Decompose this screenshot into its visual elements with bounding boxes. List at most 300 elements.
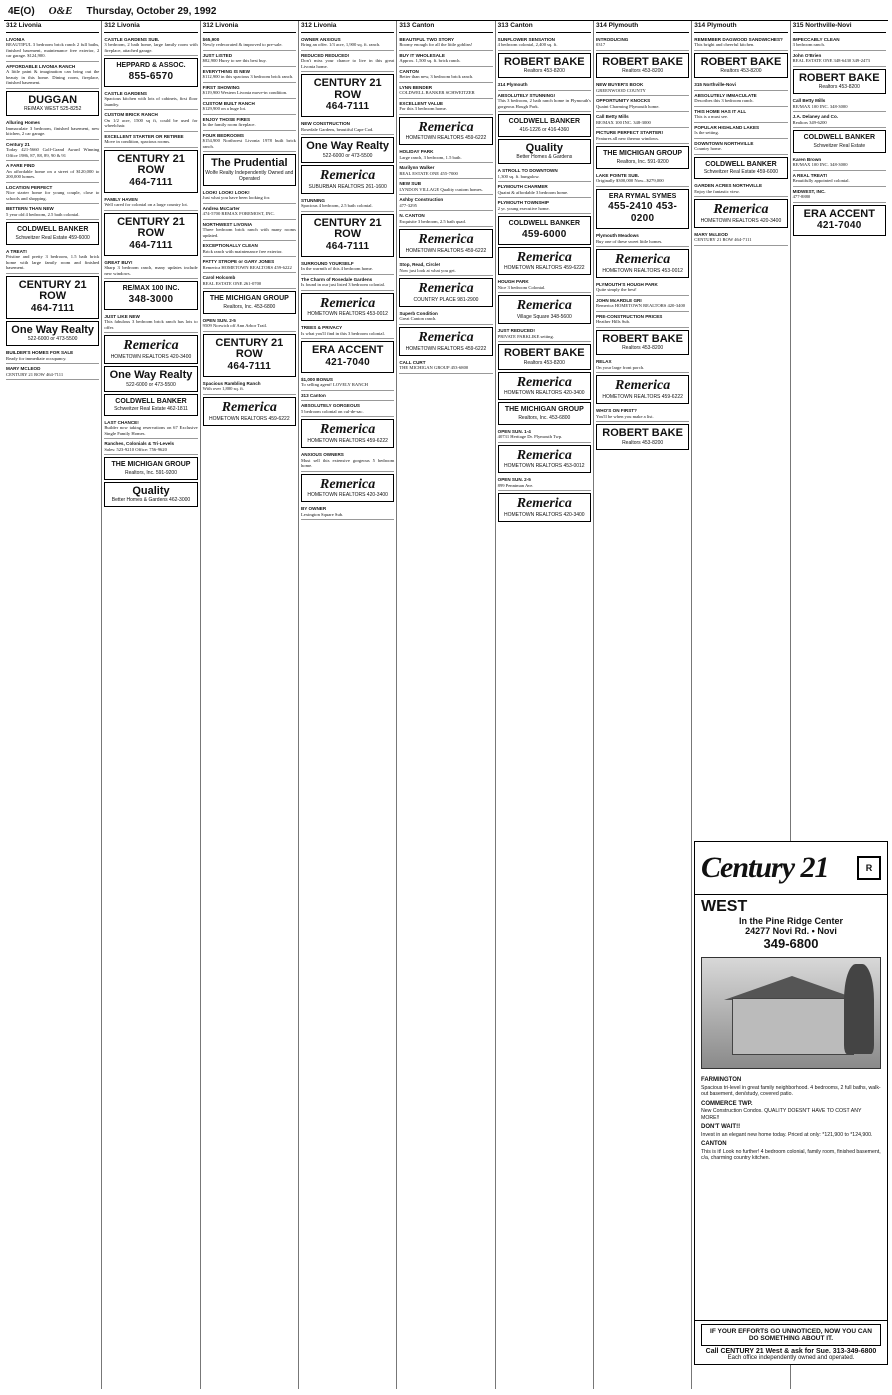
column-heading: 313 Canton (498, 21, 591, 33)
classified-column (594, 21, 692, 1389)
ad-body: 5 bedroom colonial on cul-de-sac. (300, 408, 364, 414)
broker-name: COLDWELL BANKER (508, 118, 581, 126)
ad-body: CENTURY 21 ROW 464-7111 (6, 371, 64, 377)
ad-body: 5 year old 4 bedroom, 2.5 bath colonial. (6, 211, 80, 217)
ad-body: You'll be when you make a list. (595, 413, 654, 419)
classified-ad (104, 132, 197, 148)
classified-ad (301, 119, 394, 135)
ad-body: Don't miss your chance to live in this great Livonia home. (300, 58, 395, 69)
broker-logo-block (104, 150, 197, 193)
classified-column (397, 21, 495, 1389)
ad-headline: CUSTOM BRICK RANCH (104, 112, 158, 118)
classified-ad (399, 260, 492, 276)
broker-logo-block (104, 281, 197, 309)
broker-logo-block (498, 139, 591, 165)
ad-body: Beautifully appointed colonial. (792, 178, 850, 184)
classified-ad (301, 35, 394, 51)
broker-contact: HOMETOWN REALTORS 459-6222 (405, 345, 487, 352)
ad-headline: ABSOLUTELY STUNNING! (497, 92, 556, 98)
ad-body: This fabulous 3 bedroom brick ranch has lots to offer. (104, 319, 198, 330)
broker-contact: RE/MAX WEST 525-8252 (23, 106, 82, 113)
column-heading: 312 Livonia (203, 21, 296, 33)
ad-body: To selling agent! LOVELY RANCH (300, 382, 368, 388)
classified-ad (203, 51, 296, 67)
classified-ad (596, 112, 689, 128)
classified-ad (203, 257, 296, 273)
column-heading: 314 Plymouth (596, 21, 689, 33)
broker-contact: Village Square 348-5600 (516, 314, 572, 321)
broker-logo-block (203, 291, 296, 313)
listing-body: Invest in an elegant new home today. Priced at only: *121,900 to *124,900. (701, 1131, 873, 1138)
ad-body: $119,900 Western Livonia move-in condition. (202, 90, 288, 96)
classified-ad (596, 128, 689, 144)
classified-ad (793, 96, 886, 112)
tree-shape (844, 964, 874, 1054)
classified-ad (498, 35, 591, 51)
ad-headline: BETTERN THAN NEW (6, 206, 54, 212)
ad-headline: JUST REDUCED! (497, 328, 535, 334)
ad-body: Quaint & affordable 3 bedroom home. (497, 189, 569, 195)
classified-ad (6, 118, 99, 140)
classified-ad (596, 35, 689, 51)
classified-ad (793, 187, 886, 203)
ad-headline: OPEN SUN. 2-5 (497, 477, 531, 483)
classified-ad (399, 147, 492, 163)
broker-logo-block (104, 213, 197, 256)
classified-ad (399, 309, 492, 325)
broker-logo-block (104, 457, 197, 479)
broker-contact: HOMETOWN REALTORS 420-3400 (110, 353, 192, 360)
broker-contact: HOMETOWN REALTORS 459-6222 (405, 135, 487, 142)
ad-headline: POPULAR HIGHLAND LAKES (694, 124, 760, 130)
broker-name: The Prudential (211, 157, 288, 170)
broker-logo-block (694, 53, 787, 79)
listing-title: CANTON (701, 1141, 727, 1147)
ad-body: Rosedale Gardens, beautiful Cape Cod. (300, 126, 374, 132)
classified-ad (301, 196, 394, 212)
issue-date: Thursday, October 29, 1992 (86, 6, 217, 17)
column-heading: 312 Livonia (104, 21, 197, 33)
ad-headline: BEAUTIFUL TWO STORY (399, 36, 455, 42)
classified-ad (498, 427, 591, 443)
broker-contact: Better Homes & Gardens 462-3000 (111, 497, 191, 504)
ad-headline: AFFORDABLE LIVONIA RANCH (6, 63, 76, 69)
ad-headline: MARY McLEOD (694, 231, 728, 237)
ad-body: Builder now taking reservations on 67 Exclusive Single Family Homes. (104, 425, 198, 436)
broker-name: COLDWELL BANKER (508, 220, 581, 228)
ad-headline: REDUCED REDUCED! (300, 52, 350, 58)
classified-ad (399, 195, 492, 211)
ad-headline: ENJOY THOSE FIRES (202, 116, 251, 122)
classified-ad (793, 35, 886, 51)
broker-name: Remerica (516, 447, 572, 463)
ad-headline: EXCELLENT STARTER OR RETIREE (104, 133, 184, 139)
classified-ad (498, 166, 591, 182)
ad-headline: OPEN SUN. 2-5 (202, 317, 236, 323)
classified-ad (498, 475, 591, 491)
ad-headline: Call Betty Mills (595, 114, 629, 120)
classified-ad (694, 80, 787, 91)
ad-body: For this 3 bedroom home. (399, 106, 447, 112)
classified-column (201, 21, 299, 1389)
ad-headline: Andrea McCarter (202, 205, 240, 211)
ad-headline: Ranches, Colonials & Tri-Levels (104, 441, 175, 447)
broker-contact: 464-7111 (30, 302, 75, 314)
broker-contact: HOMETOWN REALTORS 420-3400 (700, 217, 782, 224)
ad-body: On your large front porch. (595, 364, 645, 370)
ad-headline: LOCATION PERFECT (6, 184, 53, 190)
broker-name: Remerica (320, 167, 376, 183)
broker-logo-block (498, 295, 591, 324)
ad-headline: Century 21 (6, 141, 30, 147)
broker-name: Remerica (516, 496, 572, 512)
ad-body: Just what you have been looking for. (202, 195, 271, 201)
ad-body: Now just look at what you get. (399, 267, 456, 273)
classified-ad (498, 182, 591, 198)
ad-headline: 315 Northville-Novi (694, 82, 736, 88)
broker-name: ERA RYMAL SYMES (608, 192, 677, 200)
ad-headline: EXCEPTIONALLY CLEAN (202, 243, 258, 249)
ad-body: Heather Hills Sub. (595, 319, 631, 325)
ad-body: Today 421-5660 Golf-Grand Award Winning Office 1986, 87, 88, 89, 90 & 91 (6, 147, 100, 158)
ad-headline: Stop, Read, Circle! (399, 262, 441, 268)
classified-ad (203, 241, 296, 257)
ad-body: 0317 (595, 42, 606, 48)
column-heading: 314 Plymouth (694, 21, 787, 33)
broker-name: Remerica (418, 281, 474, 297)
broker-logo-block (301, 341, 394, 373)
classified-ad (6, 183, 99, 205)
classified-ad (399, 179, 492, 195)
section-code: 4E(O) (8, 6, 35, 17)
classified-ad (203, 99, 296, 115)
ad-headline: ABSOLUTELY IMMACULATE (694, 92, 757, 98)
ad-headline: Ashby Construction (399, 197, 444, 203)
classified-ad (498, 277, 591, 293)
broker-contact: 522-6000 or 473-5500 (322, 152, 373, 159)
ad-body: Ready for immediate occupancy. (6, 355, 67, 361)
broker-name: ROBERT BAKE (503, 55, 585, 68)
classified-ad (203, 204, 296, 220)
broker-logo-block (498, 493, 591, 522)
broker-name: One Way Realty (306, 140, 390, 153)
ad-body: In the family room fireplace. (202, 122, 256, 128)
classified-ad (6, 348, 99, 364)
broker-contact: Schweitzer Real Estate 459-6000 (15, 234, 90, 241)
broker-logo-block (6, 91, 99, 117)
broker-name: Remerica (418, 329, 474, 345)
ad-headline: PRE-CONSTRUCTION PRICES (595, 313, 663, 319)
broker-name: Remerica (320, 422, 376, 438)
broker-logo-block (793, 205, 886, 237)
broker-contact: 464-7111 (325, 101, 370, 113)
ad-body: Spacious kitchen with lots of cabinets, first floor laundry. (104, 96, 198, 107)
classified-ad (104, 195, 197, 211)
broker-name: Quality (525, 141, 563, 154)
broker-name: ROBERT BAKE (798, 71, 880, 84)
broker-name: Quality (132, 484, 170, 497)
house-roof-shape (724, 976, 860, 1000)
classified-ad (399, 163, 492, 179)
broker-logo-block (301, 214, 394, 257)
classified-ad (793, 171, 886, 187)
ad-headline: PLYMOUTH'S HOUGH PARK (595, 281, 658, 287)
ad-headline: PATTY STROPE or GARY JONES (202, 259, 275, 265)
ad-headline: N. CANTON (399, 213, 425, 219)
ad-body: In the warmth of this 4 bedroom home. (300, 266, 373, 272)
ad-headline: INTRODUCING (595, 36, 629, 42)
broker-name: ROBERT BAKE (503, 347, 585, 360)
broker-logo-block (6, 321, 99, 347)
ad-body: Roomy enough for all the little goblins! (399, 42, 473, 48)
ad-headline: GARDEN ACRES NORTHVILLE (694, 183, 763, 189)
ad-headline: WHO'S ON FIRST? (595, 408, 637, 414)
broker-contact: HOMETOWN REALTORS 459-6222 (209, 415, 290, 422)
broker-name: CENTURY 21 ROW (313, 216, 382, 241)
broker-contact: 348-3000 (128, 293, 174, 305)
broker-contact: COUNTRY PLACE 981-2900 (413, 296, 479, 303)
classified-ad (6, 161, 99, 183)
broker-name: Remerica (615, 252, 671, 268)
ad-body: 3 bedroom ranch. (792, 42, 825, 48)
broker-contact: HOMETOWN REALTORS 459-6222 (405, 248, 487, 255)
ad-body: Nice 3 bedroom Colonial. (497, 284, 546, 290)
classified-ad (498, 198, 591, 214)
house-photo (701, 957, 881, 1069)
broker-name: CENTURY 21 ROW (313, 77, 382, 101)
ad-body: REAL ESTATE ONE 455-7000 (399, 170, 458, 176)
classified-ad (104, 35, 197, 57)
classified-ad (596, 280, 689, 296)
ad-headline: TREES & PRIVACY (300, 325, 343, 331)
broker-logo-block (104, 482, 197, 508)
broker-logo-block (498, 445, 591, 474)
ad-headline: Marilynn Walker (399, 165, 435, 171)
classified-ad (596, 231, 689, 247)
ad-headline: ANXIOUS OWNERS (300, 452, 344, 458)
broker-logo-block (498, 114, 591, 136)
ad-body: Great Canton ranch. (399, 316, 437, 322)
broker-contact: Schweitzer Real Estate (813, 142, 866, 149)
ad-body: 2 yr. young executive home. (497, 205, 550, 211)
broker-logo-block (104, 335, 197, 364)
broker-logo-block (399, 229, 492, 258)
ad-body: Approx. 1,500 sq. ft. brick ranch. (399, 58, 461, 64)
broker-contact: Schweitzer Real Estate 459-6000 (703, 169, 779, 176)
broker-logo-block (596, 424, 689, 450)
ad-headline: Superb Condition (399, 310, 438, 316)
broker-logo-block (498, 372, 591, 401)
column-heading: 315 Northville-Novi (793, 21, 886, 33)
ad-body: 474-5700 REMAX FOREMOST, INC. (202, 211, 275, 217)
classified-ad (203, 131, 296, 153)
ad-headline: Call Betty Mills (792, 98, 826, 104)
broker-contact: 464-7111 (227, 360, 272, 372)
classified-ad (694, 91, 787, 107)
broker-contact: 416-1226 or 416-4360 (519, 126, 570, 133)
ad-body: Exquisite 3 bedroom, 2.5 bath quad. (399, 218, 466, 224)
ad-headline: J.A. Delaney and Co. (792, 114, 839, 120)
ad-headline: 314 Plymouth (497, 82, 528, 88)
broker-contact: Realtors, Inc. 591-9200 (616, 158, 669, 165)
broker-contact: 522-6000 or 473-5500 (126, 381, 176, 388)
ad-body: Move in condition, spacious rooms. (104, 139, 171, 145)
ad-headline: FAMILY HAVEN (104, 196, 138, 202)
broker-name: COLDWELL BANKER (115, 397, 187, 405)
broker-contact: HOMETOWN REALTORS 420-3400 (504, 512, 585, 519)
ad-headline: NEW BUYER'S BOOK (595, 82, 644, 88)
broker-contact: HOMETOWN REALTORS 459-6222 (307, 438, 388, 445)
century21-listings (695, 1072, 887, 1164)
broker-name: Remerica (516, 374, 572, 390)
century21-ad-header (695, 842, 887, 895)
ad-body: Describes this 3 bedroom ranch. (694, 98, 754, 104)
listing-title: COMMERCE TWP. (701, 1100, 753, 1107)
ad-headline: CASTLE GARDENS (104, 90, 147, 96)
ad-headline: GREAT BUY! (104, 259, 133, 265)
realtor-mark-icon: R (857, 856, 881, 880)
broker-logo-block (301, 137, 394, 163)
broker-name: Remerica (320, 476, 376, 492)
broker-contact: 421-7040 (325, 356, 370, 368)
broker-name: Remerica (713, 202, 769, 218)
broker-name: One Way Realty (109, 368, 193, 381)
classified-ad (301, 323, 394, 339)
ad-body: THE MICHIGAN GROUP 453-6800 (399, 365, 469, 371)
classified-ad (301, 391, 394, 402)
classified-ad (694, 123, 787, 139)
century21-office-info (695, 895, 887, 954)
broker-contact: SUBURBAN REALTORS 261-1600 (308, 183, 387, 190)
ad-headline: A FARE FIND (6, 163, 35, 169)
listing-title: FARMINGTON (701, 1077, 742, 1083)
ad-body: Is what you'll find in this 3 bedroom colonial. (300, 330, 385, 336)
century21-ad-footer (695, 1320, 887, 1364)
ad-headline: Spacious Rambling Ranch (202, 380, 261, 386)
ad-body: Better than new, 3 bedroom brick ranch. (399, 74, 474, 80)
broker-logo-block (104, 366, 197, 392)
footer-callout: IF YOUR EFFORTS GO UNNOTICED, NOW YOU CAN DO SOMETHING ABOUT IT. (701, 1324, 881, 1346)
broker-logo-block (596, 330, 689, 356)
broker-logo-block (498, 344, 591, 370)
broker-logo-block (6, 276, 99, 319)
classified-ad (793, 112, 886, 128)
ad-headline: PICTURE PERFECT STARTER! (595, 130, 664, 136)
classified-ad (104, 439, 197, 455)
broker-name: COLDWELL BANKER (16, 226, 89, 234)
classified-ad (6, 62, 99, 89)
ad-body: Brick ranch with maintenance free exterior. (202, 248, 283, 254)
ad-body: REAL ESTATE ONE 348-6430 349-2473 (792, 58, 870, 64)
ad-body: 899 Penniman Ave. (497, 482, 534, 488)
classified-ad (203, 316, 296, 332)
classified-ad (399, 358, 492, 374)
broker-name: CENTURY 21 ROW (117, 152, 185, 177)
broker-logo-block (301, 293, 394, 322)
classified-ad (301, 450, 394, 472)
broker-name: THE MICHIGAN GROUP (504, 406, 584, 414)
ad-body: 1,300 sq. ft. bungalow. (497, 173, 540, 179)
ad-headline: JUST LISTED (202, 52, 233, 58)
broker-logo-block (399, 117, 492, 146)
ad-headline: LYNN BENDER (399, 84, 433, 90)
classified-ad (203, 115, 296, 131)
broker-name: DUGGAN (28, 93, 78, 106)
broker-logo-block (399, 278, 492, 307)
ad-headline: OPPORTUNITY KNOCKS (595, 98, 651, 104)
broker-name: RE/MAX 100 INC. (122, 285, 180, 293)
broker-logo-block (498, 216, 591, 244)
classified-ad (203, 188, 296, 204)
masthead (4, 3, 888, 21)
ad-body: RE/MAX 100 INC. 348-3000 (595, 119, 651, 125)
broker-name: One Way Realty (11, 323, 95, 336)
ad-headline: NEW CONSTRUCTION (300, 121, 350, 127)
ad-headline: PLYMOUTH CHARMER (497, 184, 548, 190)
ad-headline: DOWNTOWN NORTHVILLE (694, 140, 754, 146)
ad-body: CENTURY 21 ROW 464-7111 (694, 237, 752, 243)
ad-headline: Carol Holcomb (202, 275, 236, 281)
broker-contact: HOMETOWN REALTORS 459-6222 (504, 265, 585, 272)
broker-logo-block (203, 334, 296, 377)
ad-body: With over 1,800 sq. ft. (202, 386, 244, 392)
ad-headline: EXCELLENT VALUE (399, 100, 444, 106)
ad-body: REAL ESTATE ONE 261-0700 (202, 280, 262, 286)
classified-ad (498, 91, 591, 113)
ad-body: RE/MAX 100 INC. 348-3000 (792, 103, 848, 109)
ad-headline: LAST CHANCE! (104, 419, 139, 425)
ad-headline: MARY MCLEOD (6, 366, 41, 372)
ad-body: LYNDON VILLAGE Quality custom homes. (399, 186, 483, 192)
broker-logo-block (498, 247, 591, 276)
broker-logo-block (498, 53, 591, 79)
ad-body: Buy one of these sweet little homes. (595, 238, 663, 244)
classified-column (299, 21, 397, 1389)
ad-headline: OPEN SUN. 1-4 (497, 428, 531, 434)
broker-logo-block (694, 157, 787, 179)
listing-body: New Construction Condos. QUALITY DOESN'T HAVE TO COST ANY MORE!! (701, 1108, 862, 1121)
classified-ad (596, 312, 689, 328)
ad-body: Remerica HOMETOWN REALTORS 420-3400 (595, 303, 686, 309)
classified-ad (301, 275, 394, 291)
ad-body: Quite simply the best! (595, 287, 637, 293)
classified-ad (596, 80, 689, 96)
footer-note: Each office independently owned and operated. (727, 1355, 855, 1361)
broker-contact: 421-7040 (816, 220, 862, 232)
classified-ad (203, 35, 296, 51)
ad-headline: John O'Brien (792, 52, 822, 58)
ad-headline: A TREAT! (6, 248, 27, 254)
ad-headline: PLYMOUTH TOWNSHIP (497, 200, 549, 206)
classified-ad (6, 364, 99, 380)
ad-body: Newly redecorated & improved to pre-sale. (202, 42, 283, 48)
classified-column (4, 21, 102, 1389)
classified-ad (694, 35, 787, 51)
classified-ad (104, 312, 197, 334)
ad-headline: 313 Canton (300, 392, 326, 398)
ad-headline: $1,000 BONUS (300, 376, 333, 382)
classified-ad (301, 375, 394, 391)
classified-ad (203, 379, 296, 395)
ad-body: Three bedroom brick ranch with many rooms updated. (202, 227, 296, 238)
broker-name: THE MICHIGAN GROUP (603, 150, 683, 158)
ad-body: Nice starter home for young couple, close to schools and shopping. (6, 190, 100, 201)
ad-body: $129,900 on a huge lot. (202, 106, 247, 112)
ad-body: Sharp 3 bedroom ranch, many updates include new windows. (104, 265, 198, 276)
column-heading: 313 Canton (399, 21, 492, 33)
ad-body: This 3 bedroom, 2 bath ranch home in Plymouth's gorgeous Hough Park. (497, 98, 591, 109)
classified-ad (301, 401, 394, 417)
